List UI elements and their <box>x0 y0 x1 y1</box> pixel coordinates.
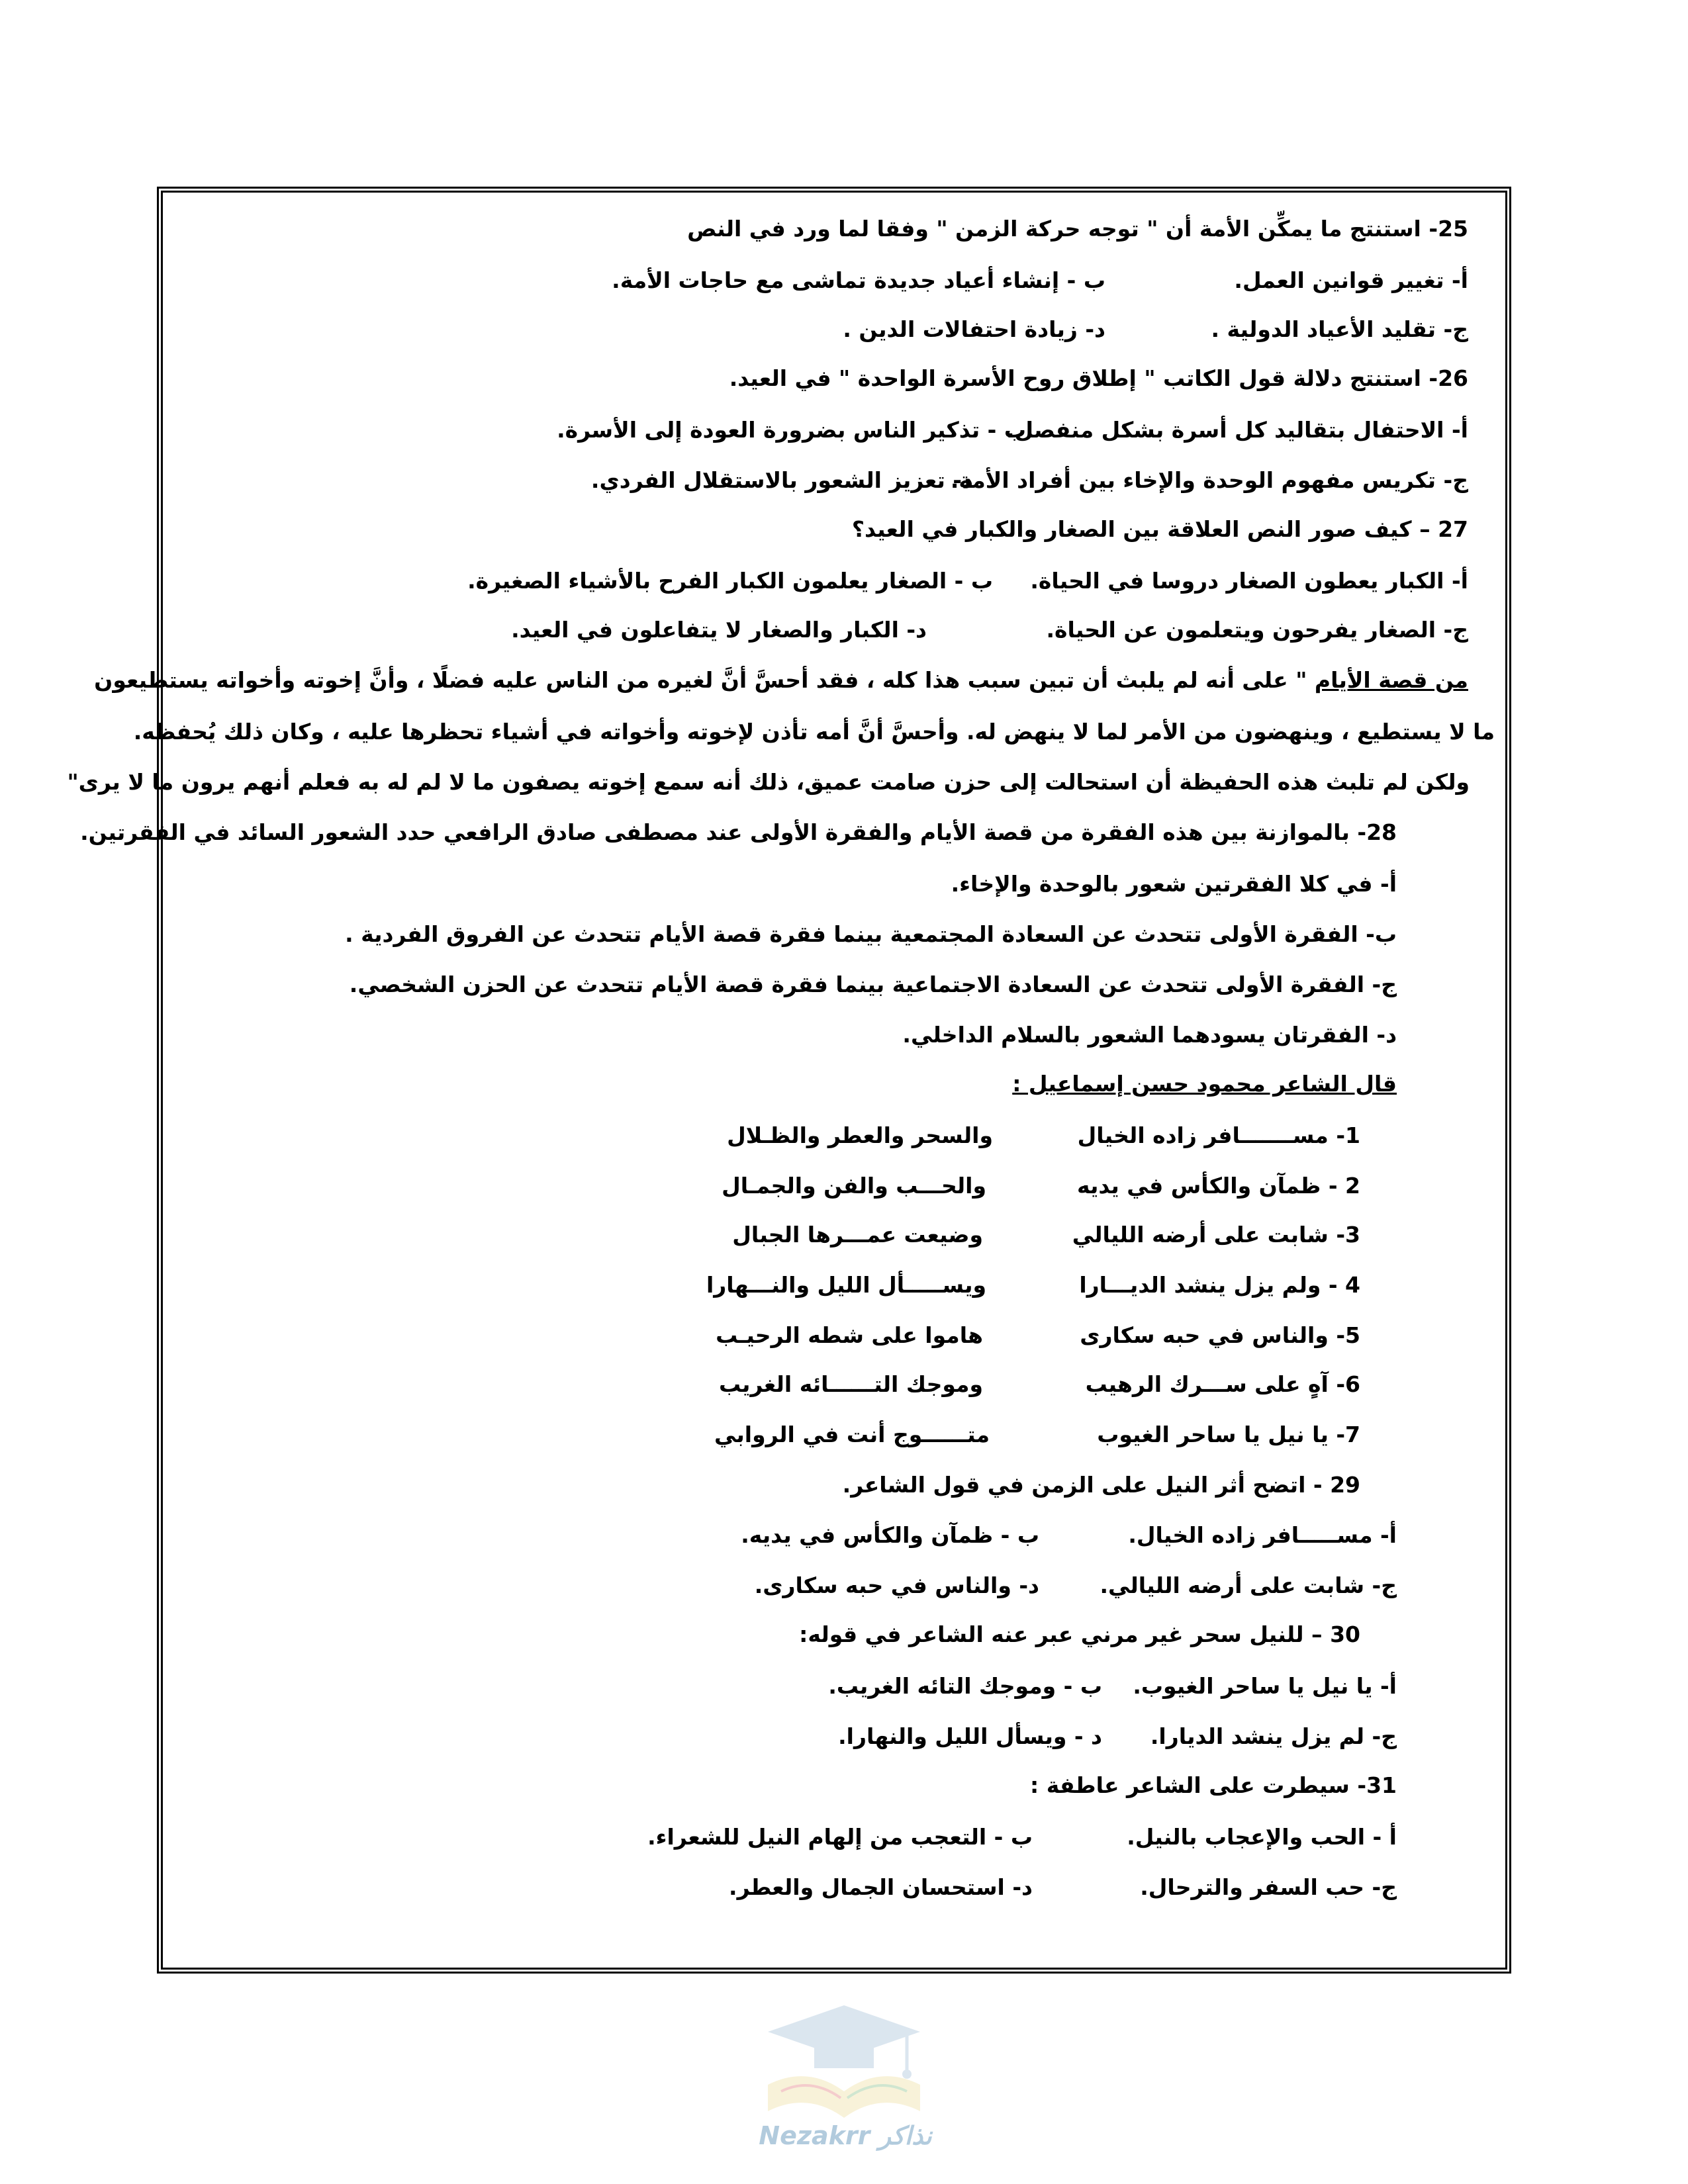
q27-option-c: ج- الصغار يفرحون ويتعلمون عن الحياة. <box>1046 617 1468 643</box>
verse-2-first: 2 - ظمآن والكأس في يديه <box>1076 1173 1360 1199</box>
verse-2-second: والحـــب والفن والجمـال <box>722 1173 986 1199</box>
verse-3-first: 3- شابت على أرضه الليالي <box>1072 1222 1360 1248</box>
q27-option-a: أ- الكبار يعطون الصغار دروسا في الحياة. <box>1030 568 1468 594</box>
q30-option-a: أ- يا نيل يا ساحر الغيوب. <box>1133 1673 1397 1699</box>
q27-stem: 27 – كيف صور النص العلاقة بين الصغار والكبار في العيد؟ <box>851 516 1468 542</box>
verse-5-second: هاموا على شطه الرحيـب <box>716 1322 983 1348</box>
q29-option-a: أ- مســـــافر زاده الخيال. <box>1128 1522 1397 1548</box>
q31-option-b: ب - التعجب من إلهام النيل للشعراء. <box>647 1824 1033 1850</box>
q28-option-b: ب- الفقرة الأولى تتحدث عن السعادة المجتمعية بينما فقرة قصة الأيام تتحدث عن الفروق الفردية . <box>345 921 1397 947</box>
q26-option-b: ب - تذكير الناس بضرورة العودة إلى الأسرة. <box>557 417 1026 443</box>
passage-line-1-text: " على أنه لم يلبث أن تبين سبب هذا كله ، فقد أحسَّ أنَّ لغيره من الناس عليه فضلًا ، وأنَّ إخوته وأخواته يستطيعون <box>94 667 1307 693</box>
q30-stem: 30 – للنيل سحر غير مرني عبر عنه الشاعر في قوله: <box>799 1621 1360 1647</box>
q29-option-c: ج- شابت على أرضه الليالي. <box>1100 1572 1397 1598</box>
q27-option-b: ب - الصغار يعلمون الكبار الفرح بالأشياء الصغيرة. <box>467 568 993 594</box>
q28-stem: 28- بالموازنة بين هذه الفقرة من قصة الأيام والفقرة الأولى عند مصطفى صادق الرافعي حدد الشعور السائد في الفقرتين. <box>80 819 1397 845</box>
passage-line-2: ما لا يستطيع ، وينهضون من الأمر لما لا ينهض له. وأحسَّ أنَّ أمه تأذن لإخوته وأخواته في أشياء تحظرها عليه ، وكان ذلك يُحفظه. <box>133 719 1495 745</box>
q25-option-d: د- زيادة احتفالات الدين . <box>843 316 1105 342</box>
q25-option-c: ج- تقليد الأعياد الدولية . <box>1211 316 1468 342</box>
q27-option-d: د- الكبار والصغار لا يتفاعلون في العيد. <box>511 617 927 643</box>
passage-source: من قصة الأيام <box>1314 667 1468 693</box>
q31-option-c: ج- حب السفر والترحال. <box>1140 1874 1397 1900</box>
q26-option-c: ج- تكريس مفهوم الوحدة والإخاء بين أفراد الأمة. <box>950 467 1468 493</box>
verse-5-first: 5- والناس في حبه سكارى <box>1080 1322 1360 1348</box>
verse-1-first: 1- مســـــــافر زاده الخيال <box>1077 1122 1360 1148</box>
q30-option-c: ج- لم يزل ينشد الديارا. <box>1150 1723 1397 1749</box>
q31-stem: 31- سيطرت على الشاعر عاطفة : <box>1030 1772 1397 1798</box>
q26-option-d: د- تعزيز الشعور بالاستقلال الفردي. <box>590 467 973 493</box>
passage-line-1 <box>94 666 1468 695</box>
verse-7-first: 7- يا نيل يا ساحر الغيوب <box>1097 1422 1360 1447</box>
verse-6-first: 6- آهٍ على ســـرك الرهيب <box>1085 1371 1360 1397</box>
q29-option-b: ب - ظمآن والكأس في يديه. <box>741 1522 1039 1548</box>
verse-7-second: متــــــوج أنت في الروابي <box>714 1422 990 1447</box>
q26-option-a: أ- الاحتفال بتقاليد كل أسرة بشكل منفصل. <box>1006 417 1468 443</box>
q30-option-b: ب - وموجك التائه الغريب. <box>828 1673 1102 1699</box>
verse-6-second: وموجك التــــــائه الغريب <box>719 1371 983 1397</box>
q25-option-b: ب - إنشاء أعياد جديدة تماشى مع حاجات الأمة. <box>612 267 1105 293</box>
q28-option-a: أ- في كلا الفقرتين شعور بالوحدة والإخاء. <box>951 871 1397 897</box>
q25-stem: 25- استنتج ما يمكِّن الأمة أن " توجه حركة الزمن " وفقا لما ورد في النص <box>687 216 1468 242</box>
q28-option-d: د- الفقرتان يسودهما الشعور بالسلام الداخلي. <box>902 1022 1397 1048</box>
q29-option-d: د- والناس في حبه سكارى. <box>754 1572 1039 1598</box>
q26-stem: 26- استنتج دلالة قول الكاتب " إطلاق روح الأسرة الواحدة " في العيد. <box>729 365 1468 391</box>
verse-3-second: وضيعت عمـــرها الجبال <box>732 1222 983 1248</box>
q28-option-c: ج- الفقرة الأولى تتحدث عن السعادة الاجتماعية بينما فقرة قصة الأيام تتحدث عن الحزن الشخصي. <box>349 972 1397 997</box>
watermark-text: Nezakrr نذاكر <box>759 2121 932 2150</box>
verse-1-second: والسحر والعطر والظـلال <box>727 1122 993 1148</box>
q25-option-a: أ- تغيير قوانين العمل. <box>1234 267 1468 293</box>
passage-line-3: ولكن لم تلبث هذه الحفيظة أن استحالت إلى حزن صامت عميق، ذلك أنه سمع إخوته يصفون ما لا لم له به فعلم أنهم يرون ما لا يرى" <box>67 769 1470 795</box>
verse-4-first: 4 - ولم يزل ينشد الديـــارا <box>1079 1272 1360 1298</box>
q29-stem: 29 - اتضح أثر النيل على الزمن في قول الشاعر. <box>842 1472 1360 1498</box>
q31-option-a: أ - الحب والإعجاب بالنيل. <box>1127 1824 1397 1850</box>
verse-4-second: ويســـــأل الليل والنـــهارا <box>706 1272 986 1298</box>
q31-option-d: د- استحسان الجمال والعطر. <box>729 1874 1033 1900</box>
poem-heading: قال الشاعر محمود حسن إسماعيل : <box>1012 1071 1397 1097</box>
q30-option-d: د - ويسأل الليل والنهارا. <box>838 1723 1102 1749</box>
